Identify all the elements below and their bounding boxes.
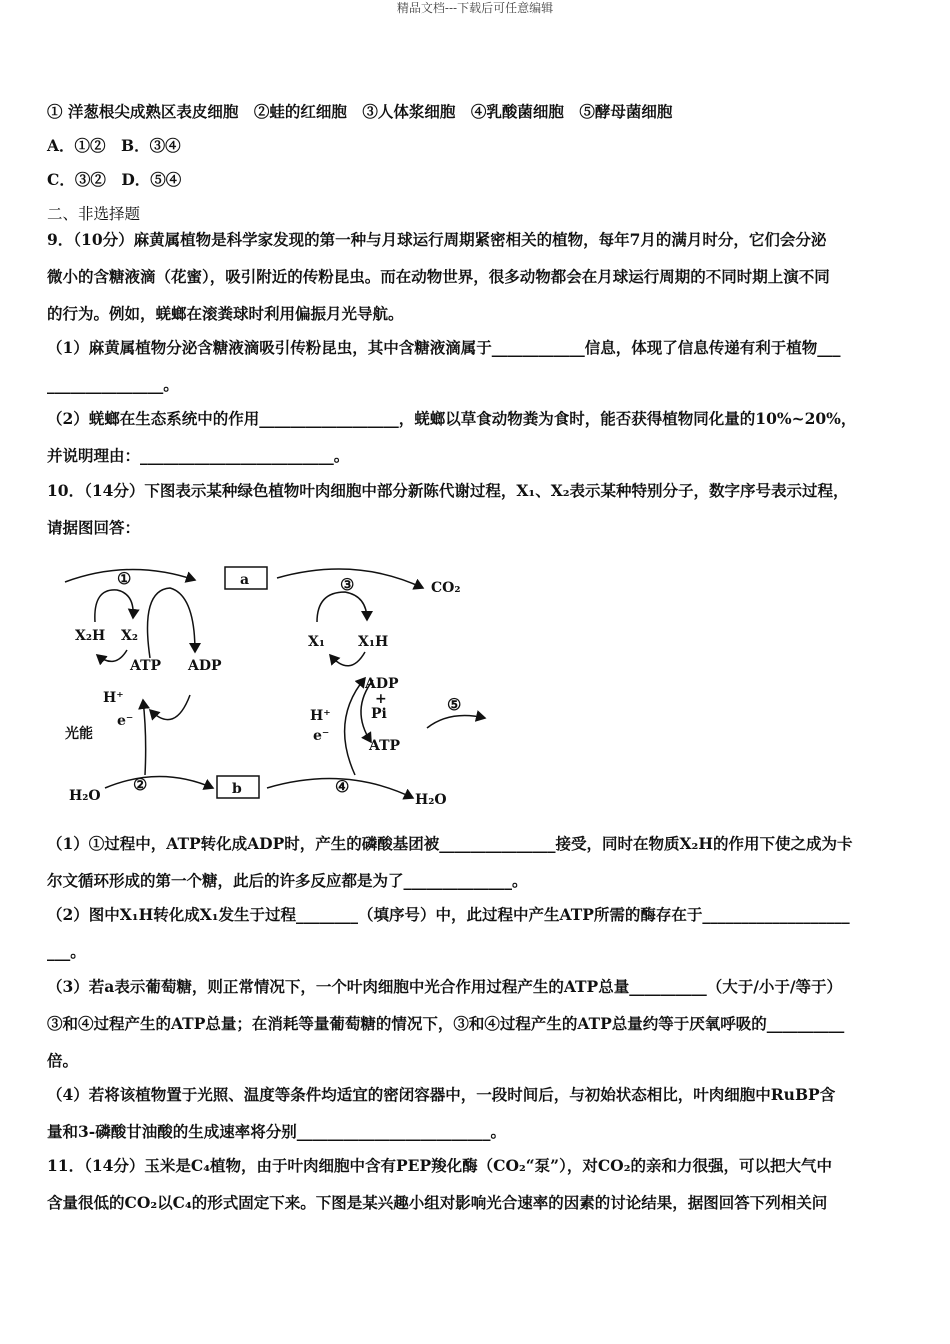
atp-left-label: ATP xyxy=(130,658,162,674)
q9-stem-line2: 微小的含糖液滴（花蜜），吸引附近的传粉昆虫。而在动物世界，很多动物都会在月球运行周期的不同时期上演不同 xyxy=(47,267,830,286)
q9-stem-line1: 9．（10分）麻黄属植物是科学家发现的第一种与月球运行周期紧密相关的植物，每年7月的满月时分，它们会分泌 xyxy=(47,230,827,249)
q10-stem-line2: 请据图回答： xyxy=(47,518,141,537)
plus-label: + xyxy=(375,691,387,707)
q10-part3-line2: ③和④过程产生的ATP总量；在消耗等量葡萄糖的情况下，③和④过程产生的ATP总量约等于厌氧呼吸的__________ xyxy=(47,1014,845,1033)
options-list: ① 洋葱根尖成熟区表皮细胞 ②蛙的红细胞 ③人体浆细胞 ④乳酸菌细胞 ⑤酵母菌细胞 xyxy=(47,102,673,121)
h-left-label: H⁺ xyxy=(103,690,124,706)
q9-part1-line1: （1）麻黄属植物分泌含糖液滴吸引传粉昆虫，其中含糖液滴属于____________信息，体现了信息传递有利于植物___ xyxy=(47,338,841,357)
atp-right-label: ATP xyxy=(369,738,401,754)
choice-ab: A．①② B．③④ xyxy=(47,136,181,155)
step-4-label: ④ xyxy=(335,777,350,796)
light-energy-label: 光能 xyxy=(65,726,93,742)
page-header: 精品文档---下载后可任意编辑 xyxy=(396,1,554,15)
q11-stem-line1: 11．（14分）玉米是C₄植物，由于叶肉细胞中含有PEP羧化酶（CO₂“泵”），对CO₂的亲和力很强，可以把大气中 xyxy=(47,1156,832,1175)
q10-part3-line1: （3）若a表示葡萄糖，则正常情况下，一个叶肉细胞中光合作用过程产生的ATP总量__________（大于/小于/等于） xyxy=(47,977,843,996)
q9-stem-line3: 的行为。例如，蜣螂在滚粪球时利用偏振月光导航。 xyxy=(47,304,404,323)
pi-label: Pi xyxy=(371,706,387,722)
q10-part4-line1: （4）若将该植物置于光照、温度等条件均适宜的密闭容器中，一段时间后，与初始状态相比，叶肉细胞中RuBP含 xyxy=(47,1085,836,1104)
x1h-label: X₁H xyxy=(358,634,389,650)
q9-part1-line2: _______________。 xyxy=(47,375,179,394)
h-right-label: H⁺ xyxy=(310,708,331,724)
adp-left-label: ADP xyxy=(188,658,222,674)
adp-right-label: ADP xyxy=(365,676,399,692)
x2h-label: X₂H xyxy=(75,628,106,644)
box-a-label: a xyxy=(240,572,250,588)
step-1-label: ① xyxy=(117,569,132,588)
co2-label: CO₂ xyxy=(431,580,461,596)
step-2-label: ② xyxy=(133,775,148,794)
h2o-left-label: H₂O xyxy=(69,788,101,804)
q11-stem-line2: 含量很低的CO₂以C₄的形式固定下来。下图是某兴趣小组对影响光合速率的因素的讨论结果，据图回答下列相关问 xyxy=(47,1193,828,1212)
h2o-right-label: H₂O xyxy=(415,792,447,808)
metabolism-diagram xyxy=(55,560,495,815)
q10-part2-line1: （2）图中X₁H转化成X₁发生于过程________（填序号）中，此过程中产生ATP所需的酶存在于___________________ xyxy=(47,905,850,924)
e-left-label: e⁻ xyxy=(117,713,134,729)
e-right-label: e⁻ xyxy=(313,728,330,744)
step-5-label: ⑤ xyxy=(447,695,462,714)
x2-label: X₂ xyxy=(121,628,138,644)
q9-part2-line2: 并说明理由：_________________________。 xyxy=(47,446,350,465)
x1-label: X₁ xyxy=(308,634,325,650)
q9-part2-line1: （2）蜣螂在生态系统中的作用__________________，蜣螂以草食动物粪为食时，能否获得植物同化量的10%~20%， xyxy=(47,409,857,428)
section-heading: 二、非选择题 xyxy=(47,205,141,223)
q10-part3-line3: 倍。 xyxy=(47,1051,79,1070)
q10-part4-line2: 量和3-磷酸甘油酸的生成速率将分别_________________________。 xyxy=(47,1122,506,1141)
box-b-label: b xyxy=(232,781,242,797)
q10-stem-line1: 10．（14分）下图表示某种绿色植物叶肉细胞中部分新陈代谢过程，X₁、X₂表示某种特别分子，数字序号表示过程， xyxy=(47,481,849,500)
step-3-label: ③ xyxy=(340,575,355,594)
q10-part1-line2: 尔文循环形成的第一个糖，此后的许多反应都是为了______________。 xyxy=(47,871,528,890)
q10-part1-line1: （1）①过程中，ATP转化成ADP时，产生的磷酸基团被_______________接受，同时在物质X₂H的作用下使之成为卡 xyxy=(47,834,853,853)
q10-part2-line2: ___。 xyxy=(47,942,86,961)
choice-cd: C．③② D．⑤④ xyxy=(47,170,182,189)
